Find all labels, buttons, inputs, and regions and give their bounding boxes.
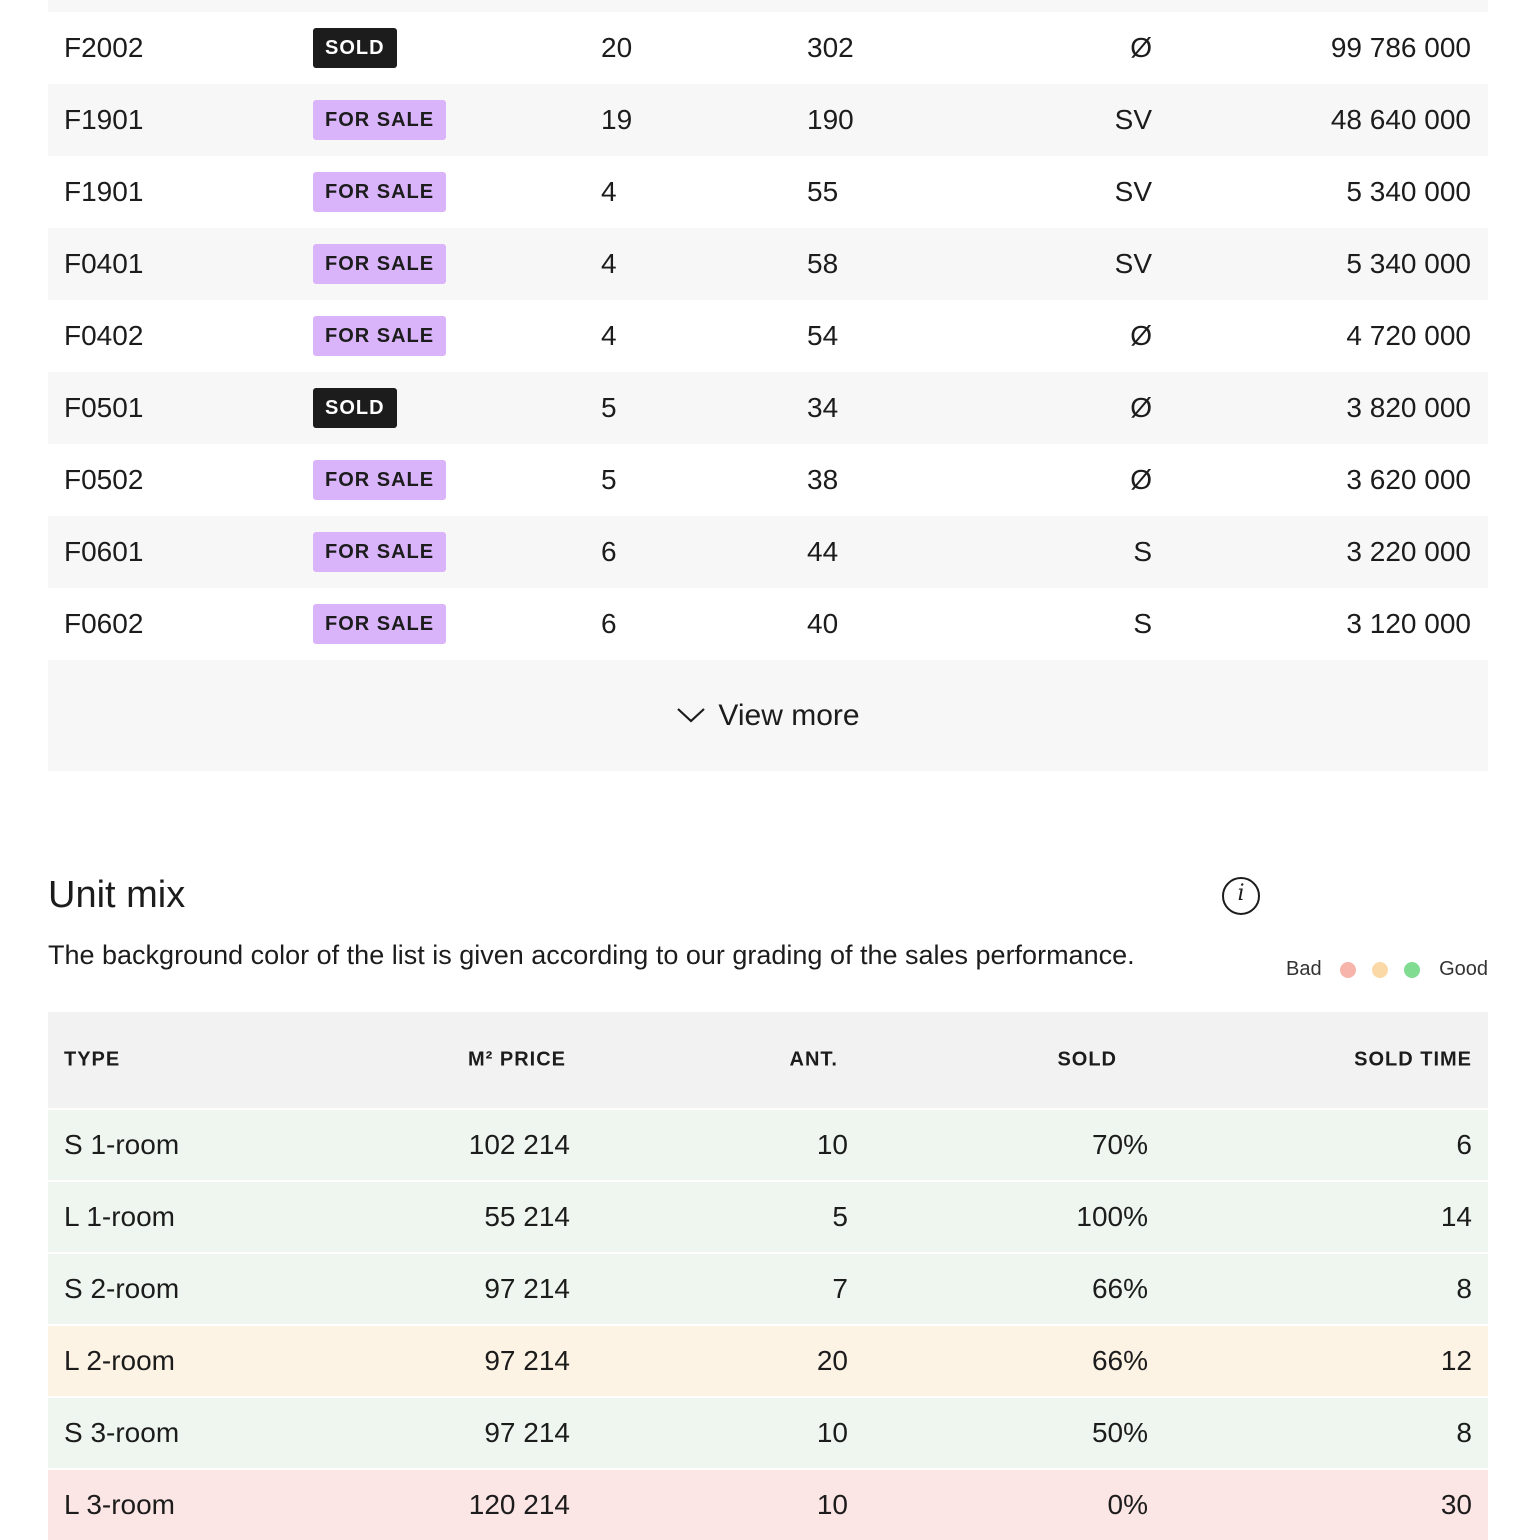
units-table: [48, 0, 1488, 771]
table-header: [48, 1012, 1488, 1108]
legend-dot-bad: [1340, 962, 1356, 978]
unit-price: 99 786 000: [1330, 32, 1471, 63]
table-row[interactable]: [48, 1326, 1488, 1396]
unit-id: F0501: [64, 392, 144, 423]
table-row[interactable]: [48, 156, 1488, 228]
unit-floor: 5: [601, 464, 617, 495]
status-badge-cell: [313, 100, 446, 140]
unit-area: 190: [807, 104, 854, 135]
unit-floor: 20: [601, 32, 633, 63]
sold-percent: 66%: [1091, 1273, 1148, 1304]
sold-percent: 100%: [1076, 1201, 1148, 1232]
status-badge: SOLD: [313, 388, 397, 428]
status-badge-cell: [313, 244, 446, 284]
unit-price: 48 640 000: [1330, 104, 1471, 135]
status-badge-cell: [313, 172, 446, 212]
status-badge-cell: [313, 532, 446, 572]
table-row[interactable]: [48, 1182, 1488, 1252]
m2-price: 120 214: [468, 1489, 570, 1520]
info-glyph: i: [1237, 881, 1245, 906]
unit-balcony: Ø: [1130, 464, 1152, 495]
unit-price: 3 220 000: [1346, 536, 1471, 567]
status-badge: FOR SALE: [313, 316, 446, 356]
column-header-type[interactable]: TYPE: [64, 1048, 121, 1071]
unit-count: 10: [816, 1489, 848, 1520]
unit-balcony: Ø: [1130, 32, 1152, 63]
m2-price: 97 214: [484, 1417, 570, 1448]
unit-count: 5: [832, 1201, 848, 1232]
units-table-body: [48, 12, 1488, 660]
unit-area: 58: [807, 248, 839, 279]
table-row[interactable]: [48, 1254, 1488, 1324]
unit-area: 34: [807, 392, 839, 423]
table-top-strip: [48, 0, 1488, 12]
table-row[interactable]: [48, 444, 1488, 516]
unit-id: F0401: [64, 248, 144, 279]
unit-id: F1901: [64, 104, 144, 135]
unit-type: L 3-room: [64, 1489, 176, 1520]
section-description: The background color of the list is given according to our grading of the sales performance.: [48, 940, 1135, 970]
table-row[interactable]: [48, 1110, 1488, 1180]
unit-floor: 6: [601, 608, 617, 639]
status-badge-cell: [313, 460, 446, 500]
m2-price: 102 214: [468, 1129, 570, 1160]
unit-area: 302: [807, 32, 854, 63]
sold-percent: 50%: [1091, 1417, 1148, 1448]
unit-area: 38: [807, 464, 839, 495]
unit-id: F1901: [64, 176, 144, 207]
table-row[interactable]: [48, 228, 1488, 300]
grade-legend: [1286, 958, 1488, 984]
unit-price: 5 340 000: [1346, 248, 1471, 279]
status-badge: FOR SALE: [313, 244, 446, 284]
m2-price: 55 214: [484, 1201, 570, 1232]
unit-balcony: S: [1133, 608, 1152, 639]
status-badge: FOR SALE: [313, 604, 446, 644]
unit-count: 10: [816, 1417, 848, 1448]
sold-time: 8: [1456, 1273, 1472, 1304]
view-more-button[interactable]: [48, 660, 1488, 771]
sold-percent: 66%: [1091, 1345, 1148, 1376]
column-header-sold-time[interactable]: SOLD TIME: [1354, 1048, 1472, 1071]
table-row[interactable]: [48, 516, 1488, 588]
unit-floor: 4: [601, 248, 617, 279]
unit-id: F0602: [64, 608, 144, 639]
unit-price: 3 620 000: [1346, 464, 1471, 495]
table-row[interactable]: [48, 588, 1488, 660]
table-row[interactable]: [48, 300, 1488, 372]
table-row[interactable]: [48, 1470, 1488, 1540]
unit-count: 10: [816, 1129, 848, 1160]
unit-area: 54: [807, 320, 839, 351]
table-row[interactable]: [48, 1398, 1488, 1468]
legend-dot-good: [1404, 962, 1420, 978]
table-row[interactable]: [48, 372, 1488, 444]
legend-good-label: Good: [1439, 958, 1488, 980]
unit-floor: 4: [601, 176, 617, 207]
sold-time: 6: [1456, 1129, 1472, 1160]
unit-balcony: Ø: [1130, 392, 1152, 423]
unit-type: S 1-room: [64, 1129, 180, 1160]
sold-time: 30: [1440, 1489, 1472, 1520]
unit-mix-table: [48, 1012, 1488, 1540]
unit-id: F0601: [64, 536, 144, 567]
unit-balcony: SV: [1114, 104, 1152, 135]
unit-mix-table-body: [48, 1110, 1488, 1540]
unit-id: F0402: [64, 320, 144, 351]
unit-area: 40: [807, 608, 839, 639]
column-header-ant[interactable]: ANT.: [789, 1048, 838, 1071]
status-badge-cell: [313, 28, 397, 68]
status-badge-cell: [313, 388, 397, 428]
unit-balcony: SV: [1114, 176, 1152, 207]
status-badge: FOR SALE: [313, 100, 446, 140]
table-row[interactable]: [48, 84, 1488, 156]
unit-count: 7: [832, 1273, 848, 1304]
m2-price: 97 214: [484, 1273, 570, 1304]
unit-area: 44: [807, 536, 839, 567]
unit-balcony: S: [1133, 536, 1152, 567]
section-title: Unit mix: [48, 874, 186, 916]
view-more-label: View more: [718, 698, 860, 732]
sold-percent: 70%: [1091, 1129, 1148, 1160]
column-header-sold[interactable]: SOLD: [1057, 1048, 1117, 1071]
unit-id: F0502: [64, 464, 144, 495]
info-icon[interactable]: [1222, 877, 1260, 915]
m2-price: 97 214: [484, 1345, 570, 1376]
unit-balcony: Ø: [1130, 320, 1152, 351]
legend-bad-label: Bad: [1286, 958, 1322, 980]
table-row[interactable]: [48, 12, 1488, 84]
unit-balcony: SV: [1114, 248, 1152, 279]
sold-percent: 0%: [1107, 1489, 1148, 1520]
unit-price: 3 120 000: [1346, 608, 1471, 639]
unit-floor: 6: [601, 536, 617, 567]
status-badge: SOLD: [313, 28, 397, 68]
unit-type: S 2-room: [64, 1273, 180, 1304]
unit-type: S 3-room: [64, 1417, 180, 1448]
unit-area: 55: [807, 176, 839, 207]
unit-floor: 19: [601, 104, 633, 135]
unit-type: L 1-room: [64, 1201, 176, 1232]
unit-count: 20: [816, 1345, 848, 1376]
status-badge-cell: [313, 316, 446, 356]
unit-floor: 5: [601, 392, 617, 423]
unit-floor: 4: [601, 320, 617, 351]
unit-id: F2002: [64, 32, 144, 63]
status-badge-cell: [313, 604, 446, 644]
column-header-m2-price[interactable]: M² PRICE: [468, 1048, 566, 1071]
status-badge: FOR SALE: [313, 460, 446, 500]
unit-price: 5 340 000: [1346, 176, 1471, 207]
legend-dot-ok: [1372, 962, 1388, 978]
sold-time: 14: [1440, 1201, 1472, 1232]
chevron-down-icon: [676, 705, 706, 725]
status-badge: FOR SALE: [313, 172, 446, 212]
sold-time: 12: [1440, 1345, 1472, 1376]
status-badge: FOR SALE: [313, 532, 446, 572]
sold-time: 8: [1456, 1417, 1472, 1448]
unit-price: 4 720 000: [1346, 320, 1471, 351]
unit-type: L 2-room: [64, 1345, 176, 1376]
unit-price: 3 820 000: [1346, 392, 1471, 423]
